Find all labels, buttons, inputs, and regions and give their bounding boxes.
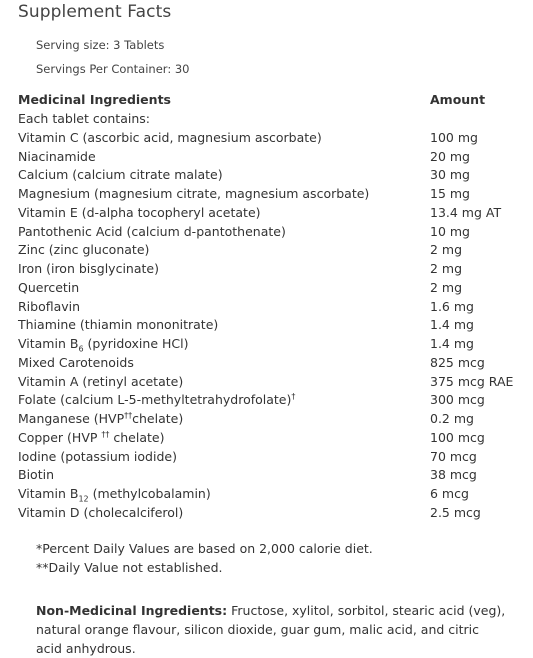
ingredient-amount: 15 mg xyxy=(430,186,470,201)
ingredient-name: Thiamine (thiamin mononitrate) xyxy=(18,317,219,333)
ingredient-amount: 10 mg xyxy=(430,223,470,239)
ingredient-amount: 1.6 mg xyxy=(430,298,474,314)
ingredient-amount: 1.4 mg xyxy=(430,317,474,333)
non-medicinal-text: Fructose, xylitol, sorbitol, stearic acid (veg), natural orange flavour, silicon dioxide, guar gum, malic acid, and citric acid anhydrous. xyxy=(36,603,506,656)
ingredient-name: Quercetin xyxy=(18,279,80,295)
ingredient-name: Vitamin D (cholecalciferol) xyxy=(18,504,184,520)
medicinal-ingredients-header: Medicinal Ingredients xyxy=(18,92,171,107)
ingredient-amount: 1.4 mg xyxy=(430,336,474,351)
ingredient-name: Biotin xyxy=(18,467,54,483)
ingredient-name: Vitamin A (retinyl acetate) xyxy=(18,373,184,389)
ingredient-amount: 375 mcg RAE xyxy=(430,373,514,389)
ingredient-name: Pantothenic Acid (calcium d-pantothenate) xyxy=(18,223,286,239)
ingredient-name: Iron (iron bisglycinate) xyxy=(18,261,159,276)
amount-header: Amount xyxy=(430,92,486,107)
each-tablet-row xyxy=(0,110,533,129)
ingredient-amount: 0.2 mg xyxy=(430,411,474,426)
ingredient-row xyxy=(0,204,533,223)
non-medicinal-ingredients xyxy=(36,601,506,658)
ingredient-name: Iodine (potassium iodide) xyxy=(18,448,177,464)
ingredient-row xyxy=(0,316,533,335)
ingredient-row xyxy=(0,223,533,242)
ingredient-name: Vitamin E (d-alpha tocopheryl acetate) xyxy=(18,204,261,220)
ingredients-table xyxy=(0,110,533,523)
non-medicinal-label: Non-Medicinal Ingredients: xyxy=(36,603,228,618)
ingredient-name: Vitamin $B_{12}$ (methylcobalamin) xyxy=(18,486,211,504)
ingredient-name: Calcium (calcium citrate malate) xyxy=(18,167,223,183)
page-title: Supplement Facts xyxy=(18,2,172,22)
ingredient-row xyxy=(0,148,533,167)
ingredient-name: Manganese (HVP††chelate) xyxy=(18,410,184,426)
each-tablet-label: Each tablet contains: xyxy=(18,111,150,126)
serving-size: Serving size: 3 Tablets xyxy=(36,38,165,52)
ingredient-amount: 30 mg xyxy=(430,167,470,183)
ingredient-row xyxy=(0,241,533,260)
ingredient-name: Riboflavin xyxy=(18,298,81,314)
ingredient-row xyxy=(0,166,533,185)
ingredient-row xyxy=(0,448,533,467)
daily-value-not-established-note: **Daily Value not established. xyxy=(36,560,223,575)
ingredient-row xyxy=(0,485,533,504)
ingredient-amount: 2 mg xyxy=(430,242,463,258)
ingredient-row xyxy=(0,354,533,373)
ingredient-row xyxy=(0,391,533,410)
ingredient-row xyxy=(0,298,533,317)
ingredient-row xyxy=(0,260,533,279)
ingredient-amount: 38 mcg xyxy=(430,467,477,483)
daily-value-note: *Percent Daily Values are based on 2,000 calorie diet. xyxy=(36,541,373,556)
ingredient-row xyxy=(0,185,533,204)
servings-per-container: Servings Per Container: 30 xyxy=(36,62,190,76)
ingredient-name: Folate (calcium L-5-methyltetrahydrofolate)† xyxy=(18,392,296,408)
ingredient-row xyxy=(0,129,533,148)
ingredient-row xyxy=(0,429,533,448)
ingredient-amount: 70 mcg xyxy=(430,448,477,464)
ingredient-row xyxy=(0,373,533,392)
ingredient-row xyxy=(0,504,533,523)
ingredient-row xyxy=(0,466,533,485)
ingredient-amount: 2 mg xyxy=(430,279,463,295)
ingredient-name: Copper (HVP †† chelate) xyxy=(18,429,165,445)
ingredient-name: Niacinamide xyxy=(18,148,96,164)
ingredient-name: Zinc (zinc gluconate) xyxy=(18,242,150,258)
ingredient-amount: 825 mcg xyxy=(430,354,485,370)
ingredient-amount: 300 mcg xyxy=(430,392,485,408)
ingredient-amount: 100 mg xyxy=(430,129,478,145)
ingredient-name: Mixed Carotenoids xyxy=(18,354,134,370)
ingredient-amount: 6 mcg xyxy=(430,486,469,501)
ingredient-name: Vitamin $B_6$ (pyridoxine HCl) xyxy=(18,336,189,354)
ingredient-amount: 13.4 mg AT xyxy=(430,204,502,220)
ingredient-amount: 2 mg xyxy=(430,261,463,276)
ingredient-name: Vitamin C (ascorbic acid, magnesium ascorbate) xyxy=(18,129,322,145)
ingredient-name: Magnesium (magnesium citrate, magnesium ascorbate) xyxy=(18,186,370,201)
ingredient-row xyxy=(0,410,533,429)
ingredient-amount: 20 mg xyxy=(430,148,470,164)
ingredient-amount: 100 mcg xyxy=(430,429,485,445)
ingredient-row xyxy=(0,335,533,354)
ingredient-amount: 2.5 mcg xyxy=(430,504,481,520)
ingredient-row xyxy=(0,279,533,298)
